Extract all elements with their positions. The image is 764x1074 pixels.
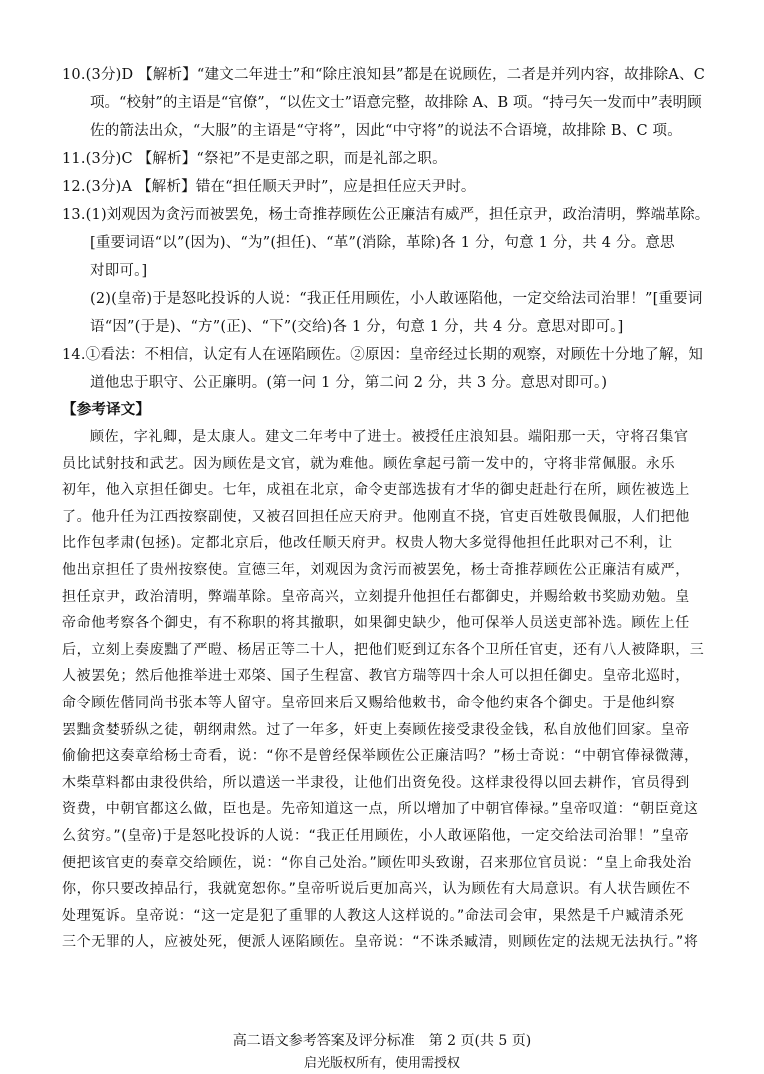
answer-line: 道他忠于职守、公正廉明。(第一问 1 分，第二问 2 分，共 3 分。意思对即可。) [90, 375, 608, 391]
translation-line: 帝命他考察各个御史，有不称职的将其撤职，如果御史缺少，他可保举人员送吏部补选。顾佐上任 [62, 615, 690, 632]
translation-line: 么贫穷。”(皇帝)于是怒叱投诉的人说：“我正任用顾佐，小人敢诬陷他，一定交给法司治罪！”皇帝 [62, 827, 690, 844]
translation-title-block [62, 396, 710, 424]
translation-line: 比作包孝肃(包拯)。定都北京后，他改任顺天府尹。权贵人物大多觉得他担任此职对己不利，让 [62, 535, 673, 552]
translation-line: 了。他升任为江西按察副使，又被召回担任应天府尹。他刚直不挠，官吏百姓敬畏佩服，人们把他 [62, 508, 690, 525]
answer-line: 11.(3分)C 【解析】“祭祀”不是吏部之职，而是礼部之职。 [62, 151, 447, 167]
translation-line: 命令顾佐偕同尚书张本等人留守。皇帝回来后又赐给他敕书，命令他约束各个御史。于是他纠察 [62, 694, 676, 711]
translation-line: 顾佐，字礼卿，是太康人。建文二年考中了进士。被授任庄浪知县。端阳那一天，守将召集官 [90, 429, 689, 445]
translation-line: 罢黜贪婪骄纵之徒，朝纲肃然。过了一年多，奸吏上奏顾佐接受隶役金钱，私自放他们回家。皇帝 [62, 721, 690, 738]
translation-line: 后，立刻上奏废黜了严暟、杨居正等二十人，把他们贬到辽东各个卫所任官吏，还有八人被降职，三 [62, 641, 705, 658]
answer-line: [重要词语“以”(因为)、“为”(担任)、“革”(消除，革除)各 1 分，句意 1 分，共 4 分。意思 [90, 235, 675, 251]
translation-line: 资费，中朝官都这么做，臣也是。先帝知道这一点，所以增加了中朝官俸禄。”皇帝叹道：“朝臣竟这 [62, 801, 699, 818]
translation-line: 木柴草料都由隶役供给，所以遣送一半隶役，让他们出资免役。这样隶役得以回去耕作，官员得到 [62, 774, 690, 791]
translation-title: 【参考译文】 [62, 401, 151, 418]
answer-line: 12.(3分)A 【解析】错在“担任顺天尹时”，应是担任应天尹时。 [62, 179, 476, 195]
translation-line: 便把该官吏的奏章交给顾佐，说：“你自己处治。”顾佐叩头致谢，召来那位官员说：“皇上命我处治 [62, 854, 692, 871]
answer-line: 10.(3分)D 【解析】“建文二年进士”和“除庄浪知县”都是在说顾佐，二者是并列内容，故排除A、C [62, 67, 706, 83]
answer-line: (2)(皇帝)于是怒叱投诉的人说：“我正任用顾佐，小人敢诬陷他，一定交给法司治罪！”[重要词 [90, 291, 703, 307]
answer-line: 对即可。] [90, 263, 148, 279]
copyright-notice: 启光版权所有，使用需授权 [303, 1056, 460, 1071]
page-footer: 高二语文参考答案及评分标准 第 2 页(共 5 页) [232, 1033, 532, 1049]
translation-line: 人被罢免；然后他推举进士邓棨、国子生程富、教官方瑞等四十余人可以担任御史。皇帝北巡时， [62, 668, 690, 685]
translation-line: 他出京担任了贵州按察使。宣德三年，刘观因为贪污而被罢免，杨士奇推荐顾佐公正廉洁有威严， [62, 561, 690, 578]
translation-line: 你，你只要改掉品行，我就宽恕你。”皇帝听说后更加高兴，认为顾佐有大局意识。有人状告顾佐不 [62, 881, 691, 898]
translation-line: 员比试射技和武艺。因为顾佐是文官，就为难他。顾佐拿起弓箭一发中的，守将非常佩服。永乐 [62, 455, 676, 472]
answer-line: 语“因”(于是)、“方”(正)、“下”(交给)各 1 分，句意 1 分，共 4 分。意思对即可。] [90, 319, 624, 335]
answer-line: 13.(1)刘观因为贪污而被罢免，杨士奇推荐顾佐公正廉洁有威严，担任京尹，政治清明，弊端革除。 [62, 207, 710, 223]
translation-section [62, 424, 710, 956]
answer-line: 项。“校射”的主语是“官僚”，“以佐文士”语意完整，故排除 A、B 项。“持弓矢一发而中”表明顾 [90, 95, 702, 111]
translation-line: 偷偷把这奏章给杨士奇看，说：“你不是曾经保举顾佐公正廉洁吗？”杨士奇说：“中朝官俸禄微薄， [62, 748, 699, 765]
answer-line: 佐的箭法出众，“大服”的主语是“守将”，因此“中守将”的说法不合语境，故排除 B、C 项。 [90, 123, 682, 139]
answer-section [62, 61, 710, 397]
translation-line: 初年，他入京担任御史。七年，成祖在北京，命令吏部选拔有才华的御史赶赴行在所，顾佐被选上 [62, 482, 690, 499]
translation-line: 三个无罪的人，应被处死，便派人诬陷顾佐。皇帝说：“不诛杀臧清，则顾佐定的法规无法执行。”将 [62, 934, 699, 951]
translation-line: 担任京尹，政治清明，弊端革除。皇帝高兴，立刻提升他担任右都御史，并赐给敕书奖励劝勉。皇 [62, 588, 690, 605]
answer-line: 14.①看法：不相信，认定有人在诬陷顾佐。②原因：皇帝经过长期的观察，对顾佐十分地了解，知 [62, 347, 704, 363]
translation-line: 处理冤诉。皇帝说：“这一定是犯了重罪的人教这人这样说的。”命法司会审，果然是千户臧清杀死 [62, 907, 684, 924]
